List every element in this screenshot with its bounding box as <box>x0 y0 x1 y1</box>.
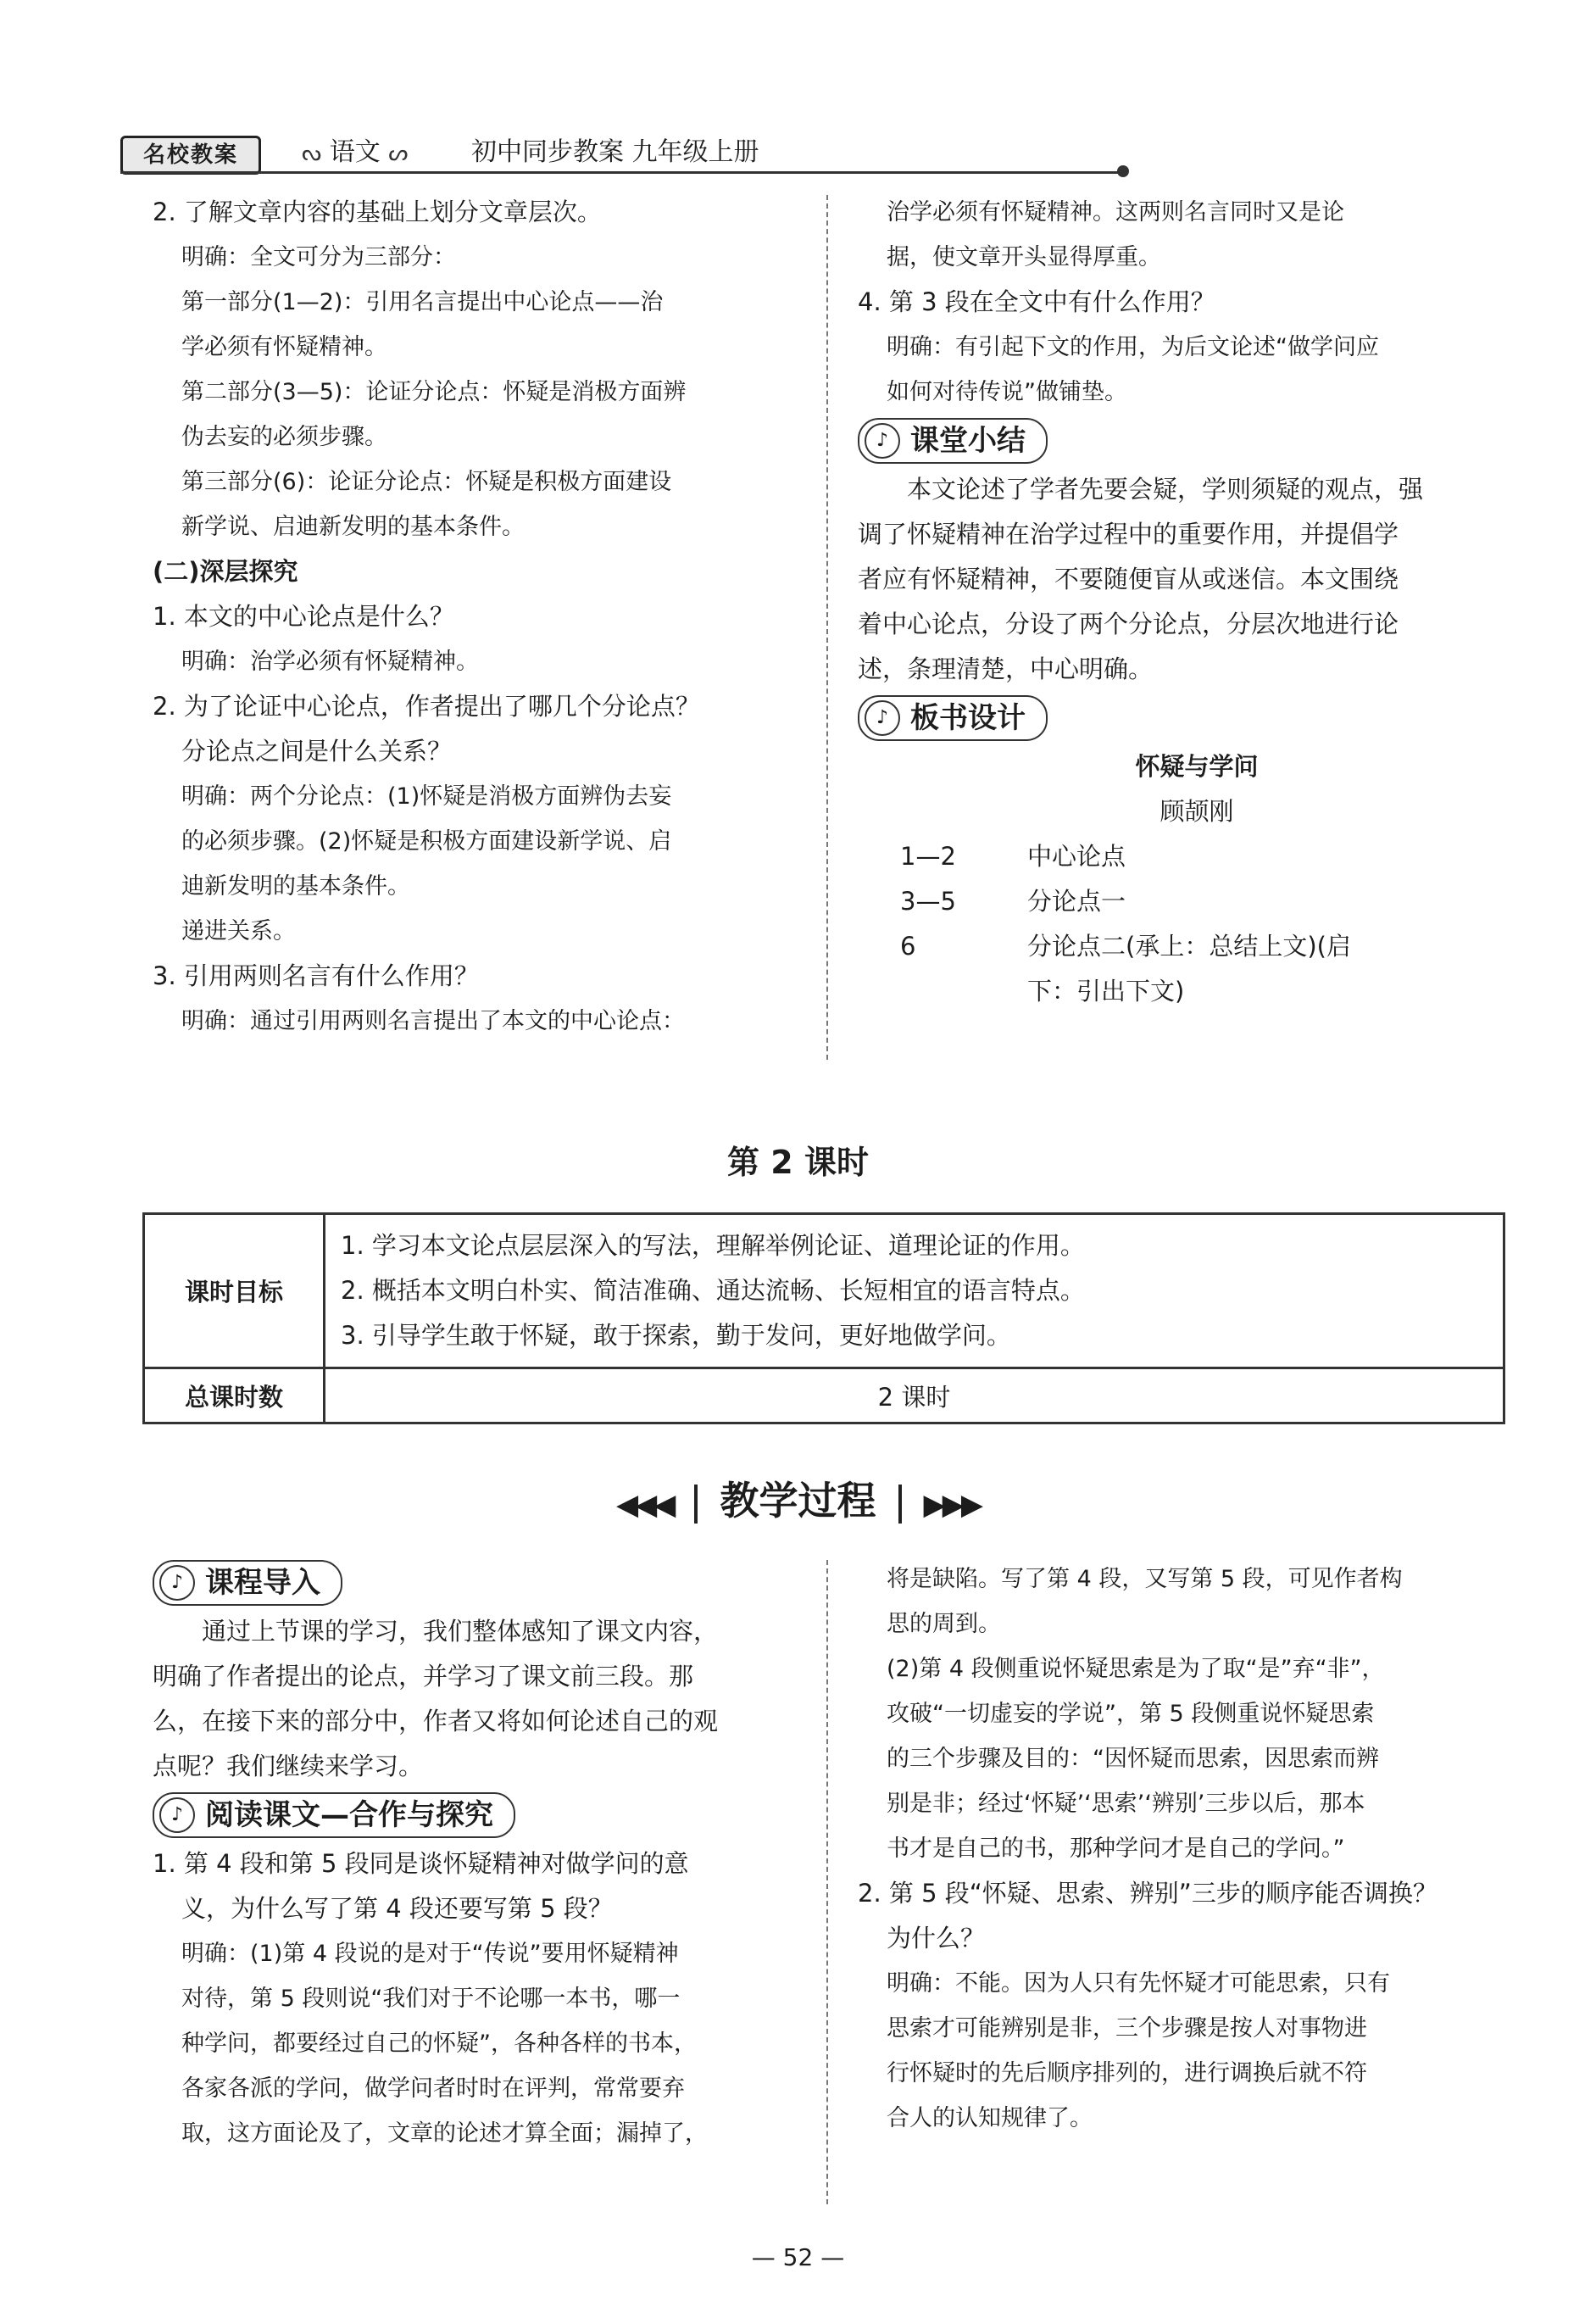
teaching-process-banner <box>0 1475 1596 1530</box>
summary-text: 调了怀疑精神在治学过程中的重要作用，并提倡学 <box>858 520 1399 549</box>
banner-title: 教学过程 <box>720 1478 876 1524</box>
hours-value: 2 课时 <box>325 1368 1504 1423</box>
column-divider <box>826 195 828 1060</box>
section-badge-intro <box>153 1560 342 1606</box>
answer-text: 的三个步骤及目的：“因怀疑而思索，因思索而辨 <box>887 1746 1379 1772</box>
section-badge-reading <box>153 1792 515 1838</box>
header-rule-dot <box>1117 165 1129 177</box>
answer-text: 明确：有引起下文的作用，为后文论述“做学问应 <box>887 334 1379 360</box>
answer-text: (2)第 4 段侧重说怀疑思索是为了取“是”弃“非”， <box>887 1656 1385 1682</box>
top-right-column <box>858 190 1536 1014</box>
goals-cell <box>325 1214 1504 1368</box>
answer-text: 攻破“一切虚妄的学说”，第 5 段侧重说怀疑思索 <box>887 1701 1375 1727</box>
answer-text: 明确：治学必须有怀疑精神。 <box>181 649 479 675</box>
table-row <box>144 1368 1504 1423</box>
answer-text: 伪去妄的必须步骤。 <box>181 424 387 450</box>
page-number: — 52 — <box>751 2243 845 2271</box>
answer-text: 别是非；经过‘怀疑’‘思索’‘辨别’三步以后，那本 <box>887 1791 1365 1817</box>
goal-item: 3. 引导学生敢于怀疑，敢于探索，勤于发问，更好地做学问。 <box>341 1321 1011 1350</box>
bottom-left-column <box>153 1557 814 2156</box>
header-subject <box>302 136 408 170</box>
answer-text: 取，这方面论及了，文章的论述才算全面；漏掉了， <box>181 2120 708 2147</box>
answer-text: 的必须步骤。(2)怀疑是积极方面建设新学说、启 <box>181 828 672 855</box>
answer-text: 行怀疑时的先后顺序排列的，进行调换后就不符 <box>887 2060 1367 2086</box>
question-text: 2. 为了论证中心论点，作者提出了哪几个分论点？ <box>153 692 700 721</box>
badge-label: 阅读课文—合作与探究 <box>205 1798 493 1832</box>
answer-text: 递进关系。 <box>181 918 296 944</box>
answer-text: 对待，第 5 段则说“我们对于不论哪一本书，哪一 <box>181 1986 681 2012</box>
board-row-range: 6 <box>900 932 916 961</box>
sub-heading: (二)深层探究 <box>153 557 298 586</box>
table-row <box>144 1214 1504 1368</box>
goal-item: 1. 学习本文论点层层深入的写法，理解举例论证、道理论证的作用。 <box>341 1231 1085 1260</box>
question-text: 4. 第 3 段在全文中有什么作用？ <box>858 287 1215 316</box>
arrows-right-icon: ▶▶▶ <box>923 1488 980 1522</box>
swirl-right-icon: ᔕ <box>388 141 409 166</box>
answer-text: 各家各派的学问，做学问者时时在评判，常常要弃 <box>181 2075 685 2102</box>
answer-text: 第三部分(6)：论证分论点：怀疑是积极方面建设 <box>181 469 672 495</box>
header-rule <box>120 171 1119 174</box>
question-text: 3. 引用两则名言有什么作用？ <box>153 961 479 990</box>
column-divider <box>826 1560 828 2204</box>
answer-text: 第一部分(1—2)：引用名言提出中心论点——治 <box>181 289 664 315</box>
summary-text: 者应有怀疑精神，不要随便盲从或迷信。本文围绕 <box>858 565 1399 593</box>
hours-label: 总课时数 <box>144 1368 325 1423</box>
answer-text: 据，使文章开头显得厚重。 <box>887 244 1161 270</box>
board-row <box>858 924 1536 969</box>
answer-text: 思的周到。 <box>887 1611 1001 1637</box>
answer-text: 思索才可能辨别是非，三个步骤是按人对事物进 <box>887 2015 1367 2042</box>
intro-text: 么，在接下来的部分中，作者又将如何论述自己的观 <box>153 1707 719 1735</box>
section-badge-summary <box>858 418 1048 464</box>
board-row-text: 下：引出下文) <box>1027 977 1185 1006</box>
board-row-text: 分论点一 <box>1027 887 1126 916</box>
publisher-logo: 名校教案 <box>120 136 261 175</box>
goals-label: 课时目标 <box>144 1214 325 1368</box>
answer-text: 新学说、启迪新发明的基本条件。 <box>181 514 525 540</box>
question-text: 2. 第 5 段“怀疑、思索、辨别”三步的顺序能否调换？ <box>858 1879 1438 1908</box>
subject-label: 语文 <box>329 137 381 167</box>
bar-divider <box>694 1485 698 1524</box>
answer-text: 明确：全文可分为三部分： <box>181 244 456 270</box>
answer-text: 书才是自己的书，那种学问才是自己的学问。” <box>887 1836 1345 1862</box>
board-row <box>858 834 1536 879</box>
swirl-left-icon: ᔓ <box>302 141 322 166</box>
answer-text: 迪新发明的基本条件。 <box>181 873 410 900</box>
intro-text: 点呢？我们继续来学习。 <box>153 1752 424 1780</box>
question-text: 义，为什么写了第 4 段还要写第 5 段？ <box>181 1894 613 1923</box>
bar-divider <box>898 1485 902 1524</box>
answer-text: 学必须有怀疑精神。 <box>181 334 387 360</box>
badge-label: 板书设计 <box>910 701 1026 735</box>
board-title: 怀疑与学问 <box>1135 752 1259 781</box>
answer-text: 明确：不能。因为人只有先怀疑才可能思索，只有 <box>887 1970 1390 1997</box>
section-badge-board <box>858 695 1048 741</box>
header-book-title: 初中同步教案 九年级上册 <box>471 137 759 167</box>
answer-text: 合人的认知规律了。 <box>887 2105 1093 2131</box>
answer-text: 种学问，都要经过自己的怀疑”，各种各样的书本， <box>181 2031 697 2057</box>
answer-text: 如何对待传说”做铺垫。 <box>887 379 1127 405</box>
intro-text: 通过上节课的学习，我们整体感知了课文内容， <box>202 1617 719 1646</box>
question-text: 为什么？ <box>887 1924 986 1953</box>
arrows-left-icon: ◀◀◀ <box>616 1488 673 1522</box>
board-author: 顾颉刚 <box>1159 797 1234 826</box>
answer-text: 治学必须有怀疑精神。这两则名言同时又是论 <box>887 199 1344 226</box>
answer-text: 明确：(1)第 4 段说的是对于“传说”要用怀疑精神 <box>181 1941 679 1967</box>
lesson-title: 第 2 课时 <box>727 1144 869 1181</box>
intro-text: 明确了作者提出的论点，并学习了课文前三段。那 <box>153 1662 694 1691</box>
top-left-column <box>153 190 814 1044</box>
question-text: 1. 本文的中心论点是什么？ <box>153 602 454 631</box>
board-row-range: 3—5 <box>900 887 956 916</box>
board-row-range: 1—2 <box>900 842 956 871</box>
summary-text: 述，条理清楚，中心明确。 <box>858 655 1154 683</box>
lesson-icon: ♪ <box>159 1565 195 1601</box>
question-text: 1. 第 4 段和第 5 段同是谈怀疑精神对做学问的意 <box>153 1849 689 1878</box>
answer-text: 第二部分(3—5)：论证分论点：怀疑是消极方面辨 <box>181 379 687 405</box>
bottom-right-column <box>858 1557 1536 2141</box>
lesson-goals-table <box>142 1212 1505 1424</box>
board-row <box>858 879 1536 924</box>
lesson-icon: ♪ <box>865 423 900 459</box>
question-text: 2. 了解文章内容的基础上划分文章层次。 <box>153 198 602 226</box>
badge-label: 课程导入 <box>205 1566 320 1600</box>
badge-label: 课堂小结 <box>910 424 1026 458</box>
lesson-icon: ♪ <box>865 700 900 736</box>
board-row-text: 分论点二(承上：总结上文)(启 <box>1027 932 1351 961</box>
lesson-icon: ♪ <box>159 1797 195 1833</box>
goal-item: 2. 概括本文明白朴实、简洁准确、通达流畅、长短相宜的语言特点。 <box>341 1276 1085 1305</box>
summary-text: 本文论述了学者先要会疑，学则须疑的观点，强 <box>907 475 1424 504</box>
board-row-text: 中心论点 <box>1027 842 1126 871</box>
answer-text: 将是缺陷。写了第 4 段，又写第 5 段，可见作者构 <box>887 1566 1403 1592</box>
summary-text: 着中心论点，分设了两个分论点，分层次地进行论 <box>858 610 1399 638</box>
answer-text: 明确：两个分论点：(1)怀疑是消极方面辨伪去妄 <box>181 783 672 810</box>
answer-text: 明确：通过引用两则名言提出了本文的中心论点： <box>181 1008 685 1034</box>
question-text: 分论点之间是什么关系？ <box>181 737 453 766</box>
